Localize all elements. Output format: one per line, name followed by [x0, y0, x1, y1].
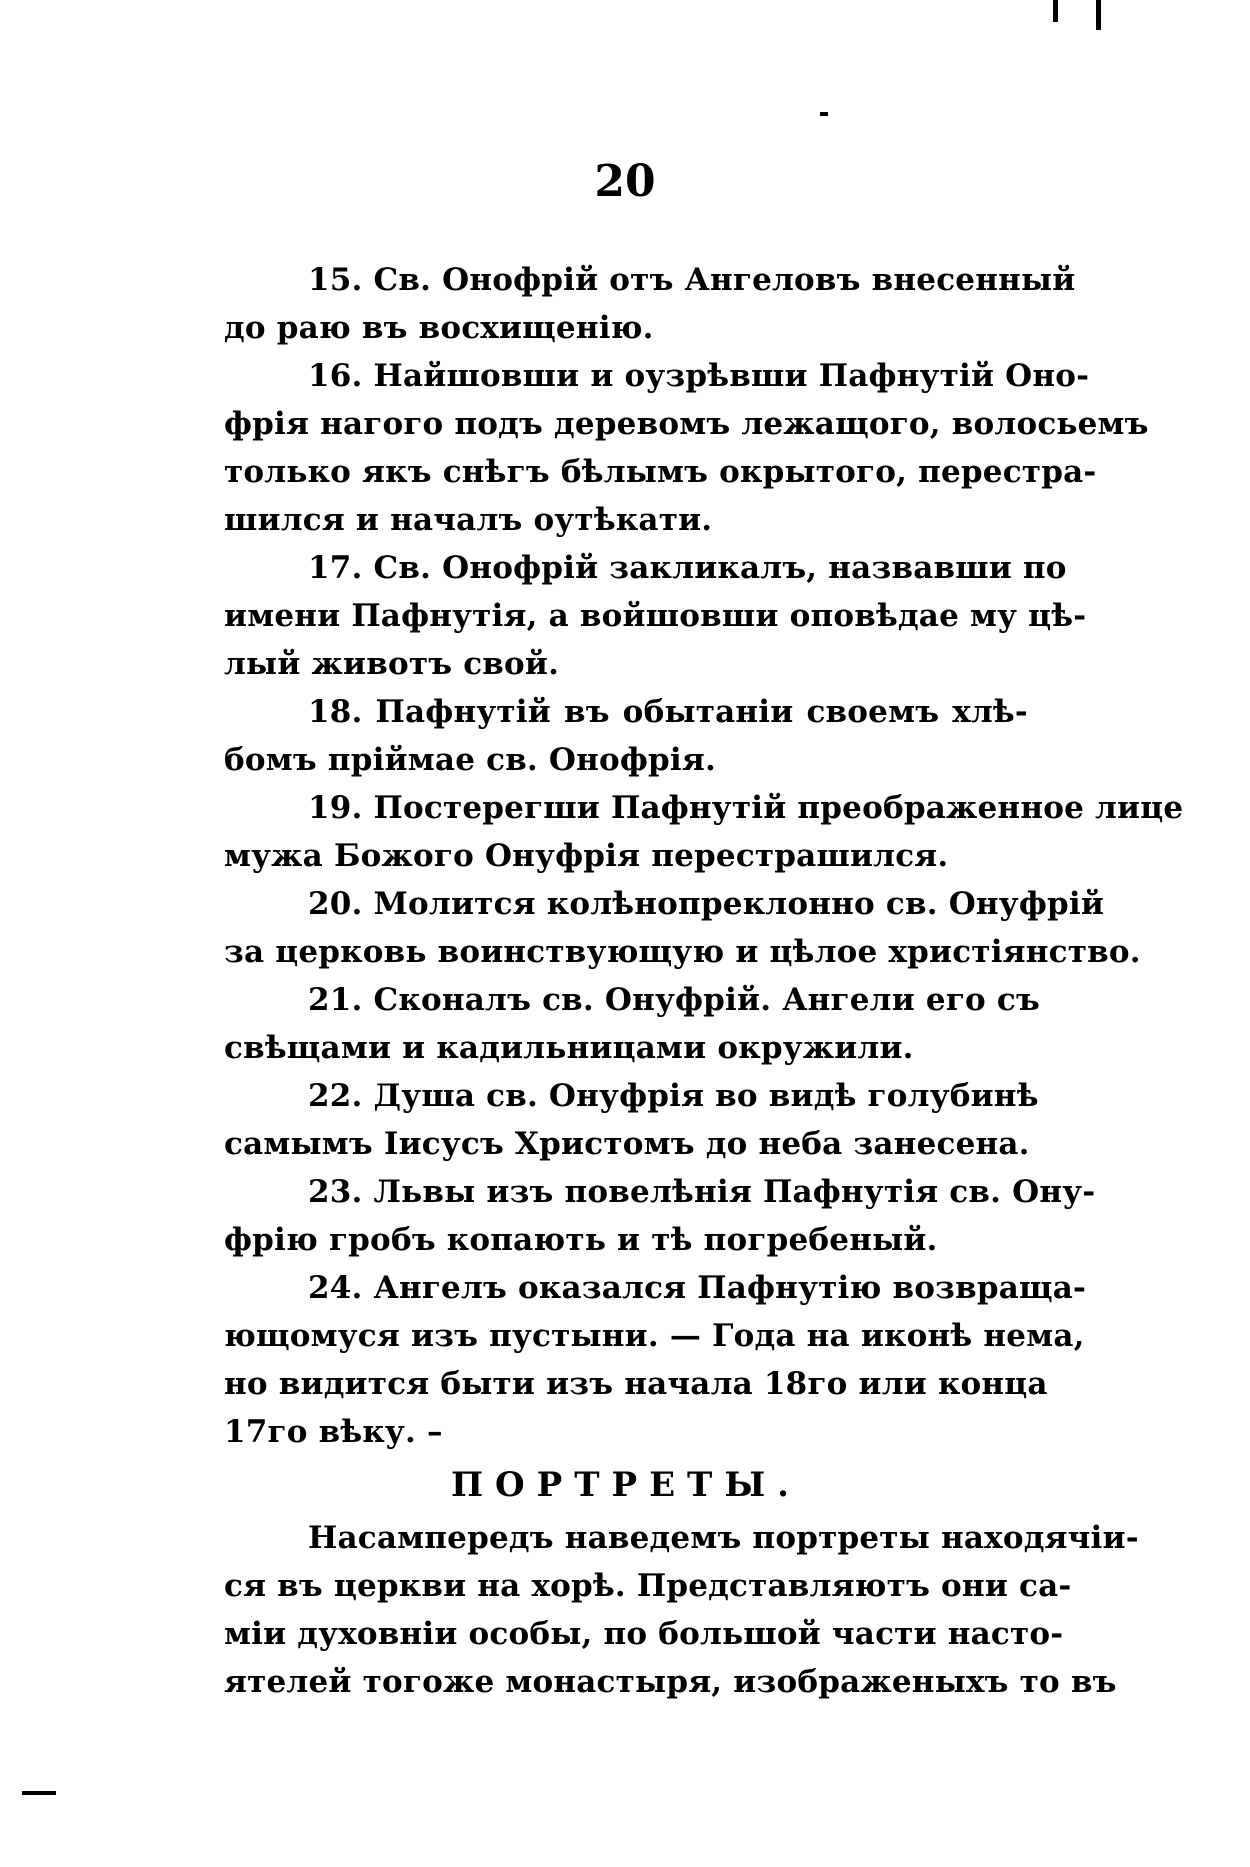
text-line: міи духовніи особы, по большой части насто- [224, 1616, 1064, 1652]
text-line: шился и началъ оутѣкати. [224, 502, 713, 538]
margin-mark [1053, 0, 1058, 22]
text-line: Насампередъ наведемъ портреты находячіи- [308, 1520, 1139, 1556]
text-line: ющомуся изъ пустыни. — Года на иконѣ нема, [224, 1318, 1085, 1354]
text-line: 16. Найшовши и оузрѣвши Пафнутій Оно- [308, 358, 1090, 394]
text-line: 24. Ангелъ оказался Пафнутію возвраща- [308, 1270, 1087, 1306]
text-line: лый животъ свой. [224, 646, 560, 682]
text-line: имени Пафнутія, а войшовши оповѣдае му цѣ- [224, 598, 1087, 634]
text-column [224, 256, 1184, 1706]
text-line: фрія нагого подъ деревомъ лежащого, волосьемъ [224, 406, 1149, 442]
page-number: 20 [594, 156, 656, 207]
margin-mark [820, 112, 828, 116]
text-line: 22. Душа св. Онуфрія во видѣ голубинѣ [308, 1078, 1039, 1114]
text-line: 17го вѣку. – [224, 1414, 443, 1450]
text-line: 15. Св. Онофрій отъ Ангеловъ внесенный [308, 262, 1076, 298]
text-line: но видится быти изъ начала 18го или конца [224, 1366, 1048, 1402]
text-line: самымъ Іисусъ Христомъ до неба занесена. [224, 1126, 1030, 1162]
text-line: только якъ снѣгъ бѣлымъ окрытого, перестра- [224, 454, 1097, 490]
text-line: 21. Сконалъ св. Онуфрій. Ангели его съ [308, 982, 1040, 1018]
text-line: 17. Св. Онофрій закликалъ, назвавши по [308, 550, 1067, 586]
section-heading: ПОРТРЕТЫ. [450, 1465, 802, 1505]
text-line: ся въ церкви на хорѣ. Представляютъ они са- [224, 1568, 1072, 1604]
text-line: фрію гробъ копають и тѣ погребеный. [224, 1222, 938, 1258]
text-line: мужа Божого Онуфрія перестрашился. [224, 838, 949, 874]
text-line: ятелей тогоже монастыря, изображеныхъ то въ [224, 1664, 1117, 1700]
text-line: бомъ пріймае св. Онофрія. [224, 742, 716, 778]
text-line: 23. Львы изъ повелѣнія Пафнутія св. Ону- [308, 1174, 1096, 1210]
text-line: 19. Постерегши Пафнутій преображенное лице [308, 790, 1184, 826]
margin-mark [1096, 0, 1101, 30]
margin-mark [22, 1791, 56, 1795]
text-line: 20. Молится колѣнопреклонно св. Онуфрій [308, 886, 1105, 922]
text-line: за церковь воинствующую и цѣлое христіянство. [224, 934, 1141, 970]
text-line: 18. Пафнутій въ обытаніи своемъ хлѣ- [308, 694, 1028, 730]
text-line: свѣщами и кадильницами окружили. [224, 1030, 914, 1066]
text-line: до раю въ восхищенію. [224, 310, 654, 346]
